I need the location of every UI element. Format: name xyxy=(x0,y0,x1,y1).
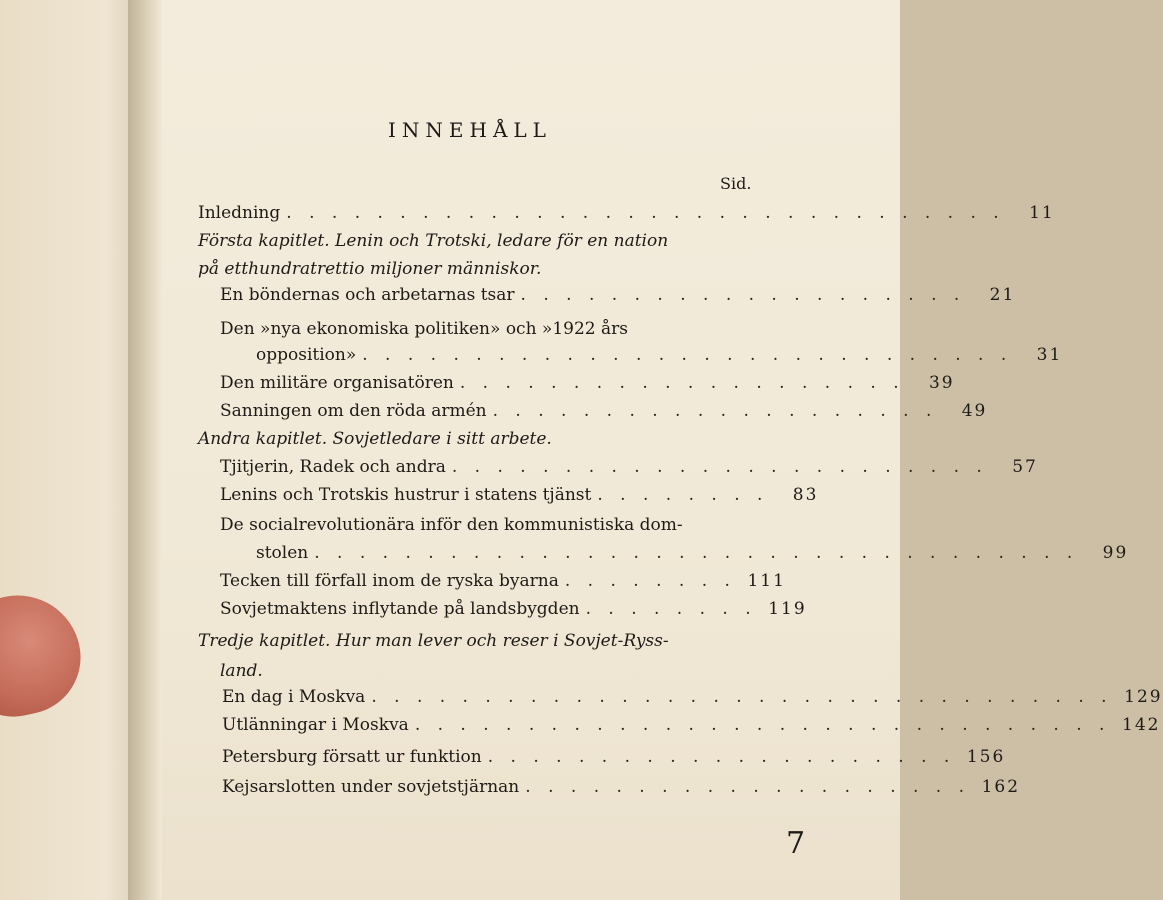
leader-dots: . . . . . . . . . . . . . . . . . . . . . . . . . . . . . . . . xyxy=(286,203,1005,223)
toc-entry-text: opposition» xyxy=(256,345,357,365)
toc-entry-text: Utlänningar i Moskva xyxy=(222,715,409,735)
toc-entry-text: Kejsarslotten under sovjetstjärnan xyxy=(222,777,520,797)
toc-entry-page: 11 xyxy=(1029,203,1055,223)
leader-dots: . . . . . . . . . . . . . . . . . . . . . . . . xyxy=(451,457,988,477)
toc-entry-page: 129 xyxy=(1124,687,1163,707)
leader-dots: . . . . . . . . xyxy=(564,571,736,591)
page-column-label: Sid. xyxy=(720,174,752,193)
toc-entry-text: Sovjetmaktens inflytande på landsbygden xyxy=(220,599,580,619)
toc-entry xyxy=(220,282,1016,308)
chapter-3-heading xyxy=(198,628,669,654)
toc-entry-page: 99 xyxy=(1102,543,1129,563)
toc-entry xyxy=(220,596,807,622)
toc-entry-page: 21 xyxy=(989,285,1016,305)
page-number: 7 xyxy=(786,826,806,861)
toc-entry-page: 156 xyxy=(966,747,1006,767)
toc-entry-cont xyxy=(256,342,1063,368)
toc-entry xyxy=(220,370,955,396)
toc-entry-text: stolen xyxy=(256,543,309,563)
chapter-3-heading-cont xyxy=(220,658,263,684)
toc-entry-text: på etthundratrettio miljoner människor. xyxy=(198,259,542,279)
toc-entry-text: Tredje kapitlet. Hur man lever och reser i Sovjet-Ryss- xyxy=(198,631,669,651)
chapter-1-heading xyxy=(198,228,668,254)
toc-entry-page: 49 xyxy=(961,401,988,421)
toc-entry-text: Sanningen om den röda armén xyxy=(220,401,487,421)
toc-entry-page: 162 xyxy=(981,777,1021,797)
toc-entry-text: Petersburg försatt ur funktion xyxy=(222,747,482,767)
toc-entry xyxy=(220,316,628,342)
toc-entry-text: En dag i Moskva xyxy=(222,687,366,707)
leader-dots: . . . . . . . . . . . . . . . . . . . . xyxy=(459,373,905,393)
toc-entry-text: Tecken till förfall inom de ryska byarna xyxy=(220,571,559,591)
toc-entry-text: Andra kapitlet. Sovjetledare i sitt arbete. xyxy=(198,429,552,449)
toc-entry-page: 31 xyxy=(1036,345,1063,365)
toc-entry-page: 142 xyxy=(1122,715,1161,735)
toc-entry xyxy=(222,744,1006,770)
leader-dots: . . . . . . . . . . . . . . . . . . . . . . . . . . . . . xyxy=(362,345,1013,365)
toc-entry xyxy=(220,482,819,508)
toc-entry-page: 57 xyxy=(1012,457,1038,477)
toc-entry xyxy=(222,712,1161,738)
toc-entry xyxy=(222,774,1021,800)
toc-entry-text: En böndernas och arbetarnas tsar xyxy=(220,285,515,305)
chapter-1-heading-cont xyxy=(198,256,541,282)
leader-dots: . . . . . . . . xyxy=(585,599,757,619)
leader-dots: . . . . . . . . . . . . . . . . . . . . . . . . . . . . . . . xyxy=(414,715,1111,735)
toc-entry-text: Första kapitlet. Lenin och Trotski, ledare för en nation xyxy=(198,231,669,251)
toc-entry xyxy=(220,568,786,594)
leader-dots: . . . . . . . . . . . . . . . . . . . . . . . . . . . . . . . . . . xyxy=(314,543,1079,563)
leader-dots: . . . . . . . . . . . . . . . . . . . . . . . . . . . . . . . . . xyxy=(371,687,1113,707)
leader-dots: . . . . . . . . . . . . . . . . . . . . . xyxy=(487,747,956,767)
leader-dots: . . . . . . . . . . . . . . . . . . . . xyxy=(492,401,938,421)
toc-entry xyxy=(220,454,1038,480)
toc-entry-inledning xyxy=(198,200,1055,226)
toc-entry-text: Tjitjerin, Radek och andra xyxy=(220,457,446,477)
toc-entry-text: De socialrevolutionära inför den kommunistiska dom- xyxy=(220,515,683,535)
contents-heading: INNEHÅLL xyxy=(388,118,552,142)
toc-entry-text: Inledning xyxy=(198,203,281,223)
toc-entry-text: Den militäre organisatören xyxy=(220,373,454,393)
toc-entry xyxy=(220,398,988,424)
leader-dots: . . . . . . . . . . . . . . . . . . . . xyxy=(525,777,971,797)
toc-entry-page: 119 xyxy=(768,599,807,619)
toc-entry-text: land. xyxy=(220,661,263,681)
chapter-2-heading xyxy=(198,426,552,452)
toc-entry-text: Den »nya ekonomiska politiken» och »1922 års xyxy=(220,319,628,339)
toc-entry xyxy=(222,684,1163,710)
toc-entry-cont xyxy=(256,540,1129,566)
toc-entry-page: 39 xyxy=(928,373,955,393)
leader-dots: . . . . . . . . . . . . . . . . . . . . xyxy=(520,285,966,305)
toc-entry-page: 111 xyxy=(747,571,786,591)
leader-dots: . . . . . . . . xyxy=(597,485,769,505)
toc-entry-page: 83 xyxy=(792,485,819,505)
toc-entry-text: Lenins och Trotskis hustrur i statens tjänst xyxy=(220,485,592,505)
toc-entry xyxy=(220,512,683,538)
